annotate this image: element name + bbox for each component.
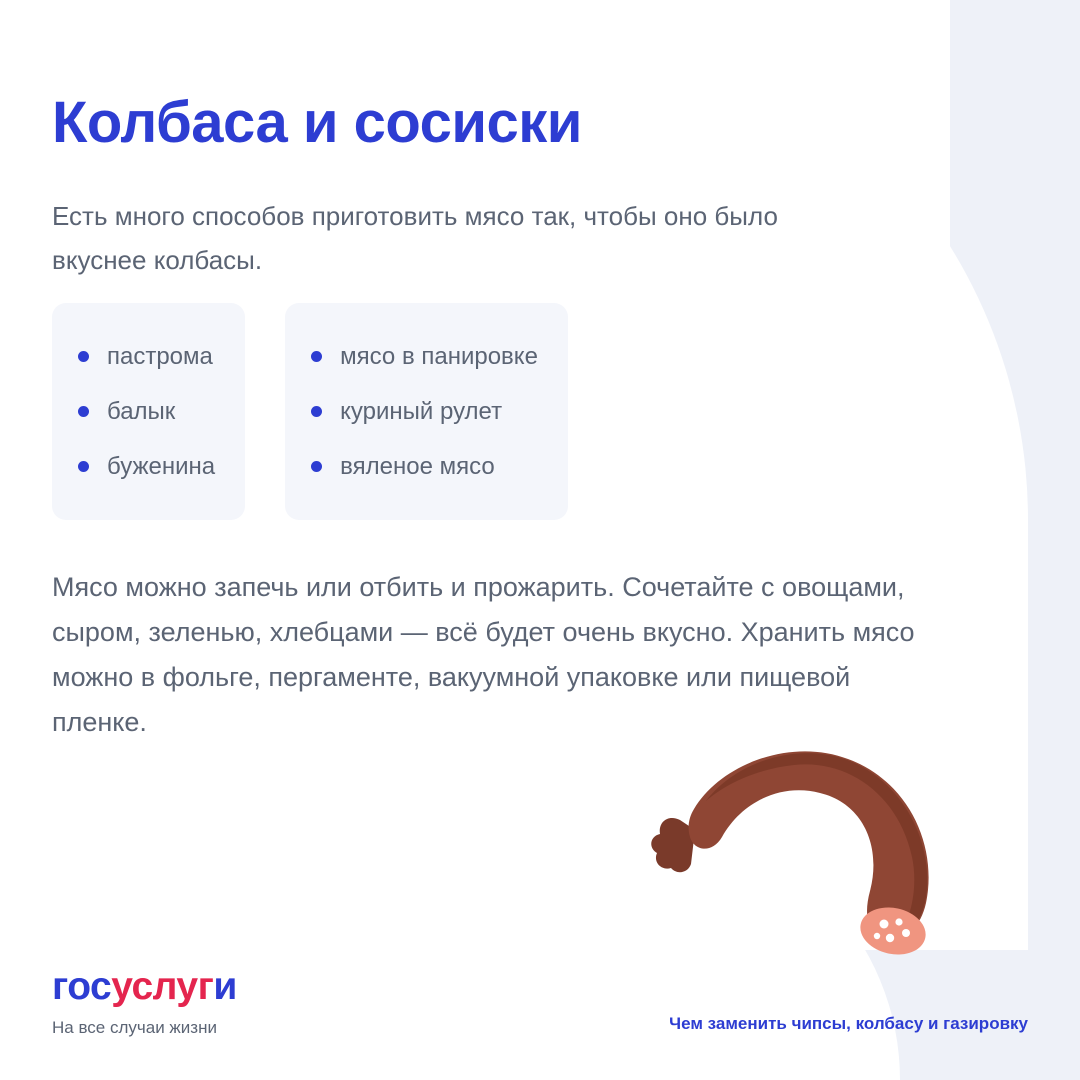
intro-paragraph: Есть много способов приготовить мясо так, чтобы оно было вкуснее колбасы. (52, 201, 778, 275)
list-item (78, 329, 215, 384)
page-title: Колбаса и сосиски (52, 89, 582, 155)
lists-container (52, 303, 568, 520)
logo-tagline: На все случаи жизни (52, 1018, 217, 1037)
list-item-label: пастрома (107, 342, 213, 370)
body-paragraph: Мясо можно запечь или отбить и прожарить. Сочетайте с овощами, сыром, зеленью, хлебцами — всё будет очень вкусно. Хранить мясо можно в фольге, пергаменте, вакуумной упаковке или пищевой пленке. (52, 572, 915, 737)
list-item (78, 439, 215, 494)
list-item (311, 329, 538, 384)
bullet-icon (78, 406, 89, 417)
list-box-left (52, 303, 245, 520)
sausage-fat-speck (874, 933, 880, 939)
logo-part-gos: гос (52, 965, 112, 1008)
list-item (311, 439, 538, 494)
bullet-icon (311, 351, 322, 362)
sausage-fat-speck (902, 929, 910, 937)
footer-note: Чем заменить чипсы, колбасу и газировку (669, 1014, 1028, 1033)
sausage-fat-speck (895, 918, 902, 925)
list-item (78, 384, 215, 439)
list-item-label: балык (107, 397, 176, 425)
list-item-label: мясо в панировке (340, 342, 538, 370)
bullet-icon (311, 406, 322, 417)
list-item-label: куриный рулет (340, 397, 503, 425)
logo-wordmark (52, 965, 237, 1009)
bullet-icon (78, 461, 89, 472)
sausage-fat-speck (886, 934, 894, 942)
logo-part-uslug: услуг (111, 965, 214, 1008)
list-box-right (285, 303, 568, 520)
list-item-label: буженина (107, 452, 216, 480)
sausage-illustration (650, 715, 980, 965)
gosuslugi-logo (52, 965, 237, 1038)
bullet-icon (311, 461, 322, 472)
logo-part-i: и (213, 965, 237, 1008)
list-item-label: вяленое мясо (340, 452, 495, 480)
bullet-icon (78, 351, 89, 362)
list-item (311, 384, 538, 439)
sausage-knot (651, 818, 695, 872)
sausage-fat-speck (880, 920, 889, 929)
